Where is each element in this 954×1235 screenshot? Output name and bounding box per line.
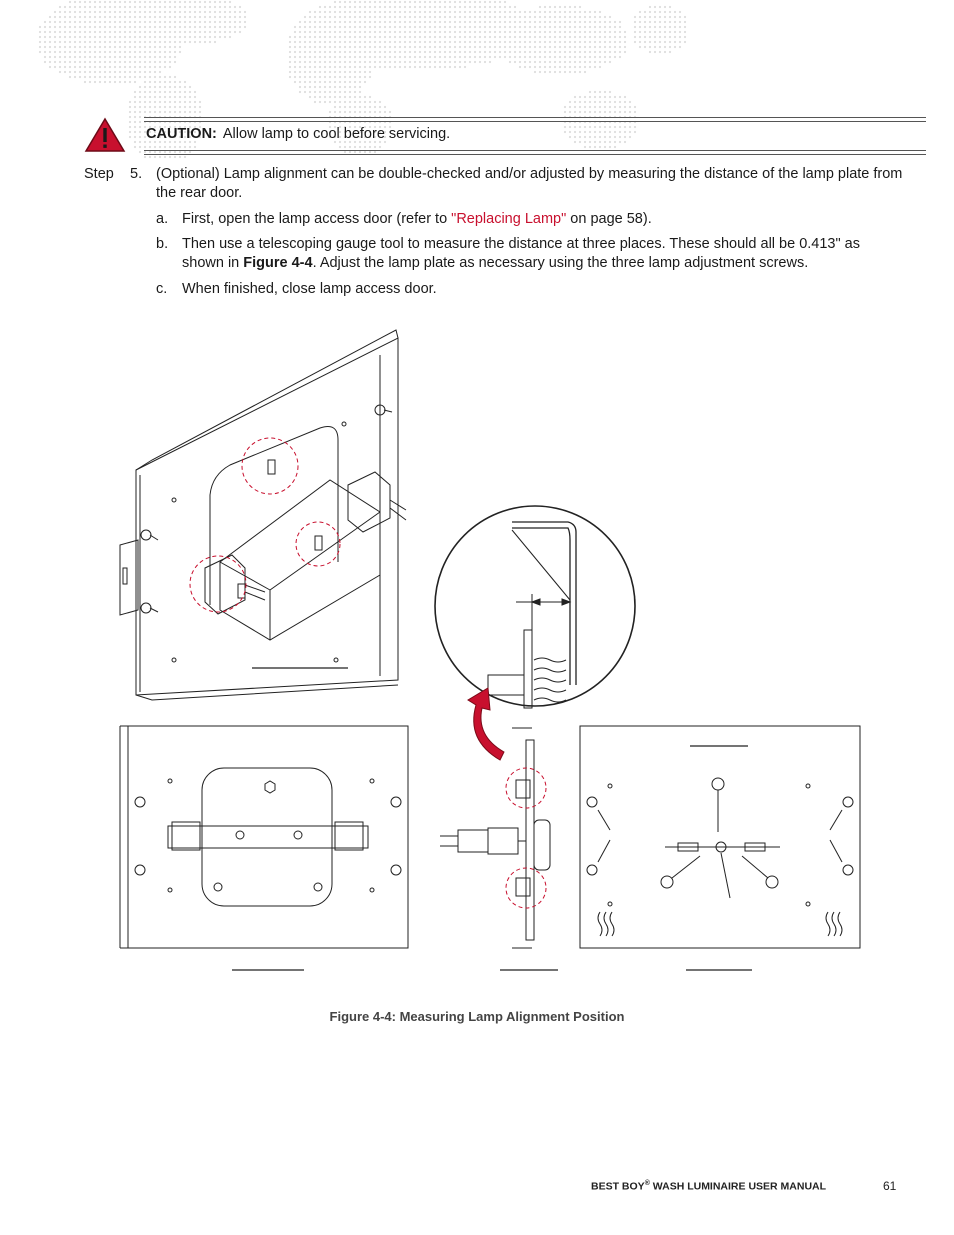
substep-a-text-after: on page 58).	[566, 211, 652, 227]
lamp-alignment-figure	[80, 300, 900, 990]
substep-b-text-before: Then use a telescoping gauge tool to measure the distance at three places. These should all be 0.413" as shown in	[182, 236, 860, 271]
substep-text	[182, 210, 904, 229]
side-view	[440, 728, 558, 970]
replacing-lamp-link[interactable]: "Replacing Lamp"	[451, 211, 567, 227]
step-text: (Optional) Lamp alignment can be double-checked and/or adjusted by measuring the distance of the lamp plate from the rear door.	[156, 166, 903, 201]
caution-text: Allow lamp to cool before servicing.	[222, 126, 451, 142]
caution-rule-top	[144, 117, 926, 122]
rear-view	[580, 726, 860, 970]
warning-triangle-icon	[84, 117, 126, 153]
caution-banner	[82, 117, 926, 153]
footer-title-suffix: WASH LUMINAIRE USER MANUAL	[649, 1180, 827, 1193]
footer-title-prefix: BEST BOY	[591, 1180, 645, 1193]
substep-letter: b.	[156, 236, 169, 252]
caution-rule-bottom	[144, 150, 926, 155]
step-number: 5.	[130, 166, 143, 182]
footer-manual-title	[591, 1180, 826, 1193]
substep-b-text-after: . Adjust the lamp plate as necessary using the three lamp adjustment screws.	[312, 255, 809, 271]
front-view	[120, 726, 408, 970]
registered-mark: ®	[644, 1180, 650, 1187]
page-number: 61	[883, 1179, 897, 1193]
substep-letter: a.	[156, 211, 169, 227]
substep-text: When finished, close lamp access door.	[182, 281, 437, 297]
figure-caption: Figure 4-4: Measuring Lamp Alignment Position	[329, 1009, 625, 1024]
substep-letter: c.	[156, 281, 168, 297]
isometric-view	[120, 330, 406, 700]
substep-text	[182, 235, 904, 273]
caution-label: CAUTION:	[146, 126, 217, 142]
detail-magnifier	[435, 506, 635, 708]
substep-a-text-before: First, open the lamp access door (refer to	[182, 211, 452, 227]
figure-reference: Figure 4-4	[243, 255, 313, 271]
step-label: Step	[84, 166, 114, 182]
caution-message	[146, 126, 450, 142]
